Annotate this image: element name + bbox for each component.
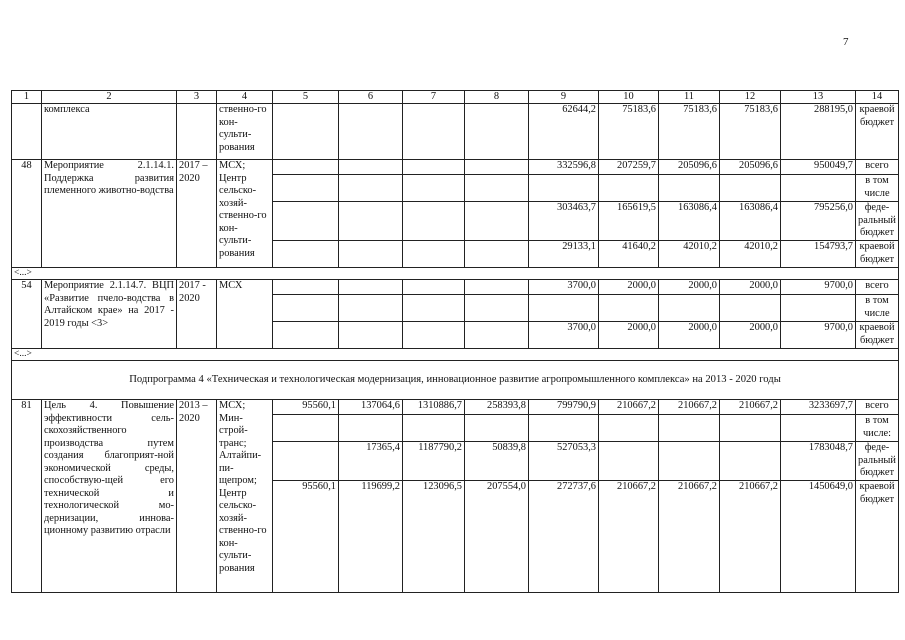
table-row	[12, 104, 899, 160]
omission-marker: <...>	[12, 349, 899, 361]
value-cell: 950049,7	[781, 160, 856, 175]
value-cell	[659, 442, 720, 481]
value-cell	[720, 442, 781, 481]
value-cell: 207259,7	[599, 160, 659, 175]
value-cell: 29133,1	[529, 241, 599, 268]
value-cell: 210667,2	[720, 481, 781, 593]
executor: ственно-го кон-сульти-рования	[217, 104, 273, 160]
executor: МСХ; Центр сельско-хозяй-ственно-го кон-сульти-рования	[217, 160, 273, 268]
value-cell: 137064,6	[339, 400, 403, 415]
col-header: 7	[403, 91, 465, 104]
col-header: 1	[12, 91, 42, 104]
value-cell: 210667,2	[659, 481, 720, 593]
col-header: 9	[529, 91, 599, 104]
event-name: Мероприятие 2.1.14.7. ВЦП «Развитие пчело-водства в Алтайском крае» на 2017 - 2019 годы <3>	[42, 280, 177, 349]
value-cell: 1783048,7	[781, 442, 856, 481]
value-cell: 288195,0	[781, 104, 856, 160]
event-name: Мероприятие 2.1.14.1. Поддержка развития племенного животно-водства	[42, 160, 177, 268]
value-cell: 41640,2	[599, 241, 659, 268]
value-cell: 2000,0	[659, 322, 720, 349]
col-header: 8	[465, 91, 529, 104]
col-header: 5	[273, 91, 339, 104]
value-cell	[273, 442, 339, 481]
column-header-row	[12, 91, 899, 104]
value-cell: 95560,1	[273, 481, 339, 593]
funding-source: в том числе:	[856, 415, 899, 442]
value-cell: 95560,1	[273, 400, 339, 415]
col-header: 11	[659, 91, 720, 104]
value-cell: 50839,8	[465, 442, 529, 481]
omission-marker: <...>	[12, 268, 899, 280]
value-cell: 163086,4	[659, 202, 720, 241]
value-cell: 123096,5	[403, 481, 465, 593]
value-cell: 62644,2	[529, 104, 599, 160]
funding-source: краевой бюджет	[856, 104, 899, 160]
value-cell: 3700,0	[529, 322, 599, 349]
value-cell: 210667,2	[599, 481, 659, 593]
funding-source: краевой бюджет	[856, 481, 899, 593]
value-cell: 795256,0	[781, 202, 856, 241]
value-cell: 9700,0	[781, 322, 856, 349]
funding-source: в том числе	[856, 295, 899, 322]
value-cell: 2000,0	[720, 280, 781, 295]
value-cell: 303463,7	[529, 202, 599, 241]
funding-source: всего	[856, 280, 899, 295]
value-cell: 3233697,7	[781, 400, 856, 415]
funding-source: всего	[856, 160, 899, 175]
value-cell: 210667,2	[659, 400, 720, 415]
value-cell: 799790,9	[529, 400, 599, 415]
page-number: 7	[843, 36, 849, 48]
row-number: 48	[12, 160, 42, 268]
value-cell: 75183,6	[659, 104, 720, 160]
funding-source: феде-ральный бюджет	[856, 202, 899, 241]
omission-row	[12, 349, 899, 361]
value-cell: 272737,6	[529, 481, 599, 593]
col-header: 6	[339, 91, 403, 104]
value-cell: 2000,0	[659, 280, 720, 295]
value-cell: 75183,6	[720, 104, 781, 160]
col-header: 10	[599, 91, 659, 104]
value-cell: 17365,4	[339, 442, 403, 481]
value-cell: 332596,8	[529, 160, 599, 175]
table-row	[12, 400, 899, 415]
period: 2013 – 2020	[177, 400, 217, 593]
value-cell: 119699,2	[339, 481, 403, 593]
value-cell: 3700,0	[529, 280, 599, 295]
value-cell: 9700,0	[781, 280, 856, 295]
col-header: 2	[42, 91, 177, 104]
funding-source: краевой бюджет	[856, 322, 899, 349]
value-cell: 2000,0	[720, 322, 781, 349]
funding-source: всего	[856, 400, 899, 415]
period: 2017 - 2020	[177, 280, 217, 349]
value-cell	[599, 442, 659, 481]
value-cell: 2000,0	[599, 280, 659, 295]
subprogram-title: Подпрограмма 4 «Техническая и технологическая модернизация, инновационное развитие агропромышленного комплекса» на 2013 - 2020 годы	[12, 361, 899, 400]
col-header: 12	[720, 91, 781, 104]
omission-row	[12, 268, 899, 280]
value-cell: 258393,8	[465, 400, 529, 415]
value-cell: 165619,5	[599, 202, 659, 241]
value-cell: 2000,0	[599, 322, 659, 349]
funding-source: краевой бюджет	[856, 241, 899, 268]
goal-name: Цель 4. Повышение эффективности сель-скохозяйственного производства путем создания благоприят-ной экономической среды, способствую-щей его технической и технологической мо-дернизации, иннова-ционному развитию отрасли	[42, 400, 177, 593]
col-header: 3	[177, 91, 217, 104]
value-cell: 163086,4	[720, 202, 781, 241]
executor: МСХ	[217, 280, 273, 349]
value-cell: 210667,2	[599, 400, 659, 415]
col-header: 4	[217, 91, 273, 104]
executor: МСХ; Мин-строй-транс; Алтайпи-пи-щепром; Центр сельско-хозяй-ственно-го кон-сульти-рования	[217, 400, 273, 593]
value-cell: 75183,6	[599, 104, 659, 160]
funding-source: феде-ральный бюджет	[856, 442, 899, 481]
period: 2017 – 2020	[177, 160, 217, 268]
row-number: 81	[12, 400, 42, 593]
row-number: 54	[12, 280, 42, 349]
value-cell: 207554,0	[465, 481, 529, 593]
table-row	[12, 280, 899, 295]
value-cell: 154793,7	[781, 241, 856, 268]
value-cell: 1187790,2	[403, 442, 465, 481]
value-cell: 1450649,0	[781, 481, 856, 593]
program-table	[11, 90, 899, 593]
value-cell: 42010,2	[720, 241, 781, 268]
value-cell: 1310886,7	[403, 400, 465, 415]
col-header: 14	[856, 91, 899, 104]
value-cell: 210667,2	[720, 400, 781, 415]
value-cell: 527053,3	[529, 442, 599, 481]
table-row	[12, 160, 899, 175]
value-cell: 205096,6	[720, 160, 781, 175]
event-name: комплекса	[42, 104, 177, 160]
value-cell: 205096,6	[659, 160, 720, 175]
col-header: 13	[781, 91, 856, 104]
funding-source: в том числе	[856, 175, 899, 202]
subprogram-row	[12, 361, 899, 400]
value-cell: 42010,2	[659, 241, 720, 268]
